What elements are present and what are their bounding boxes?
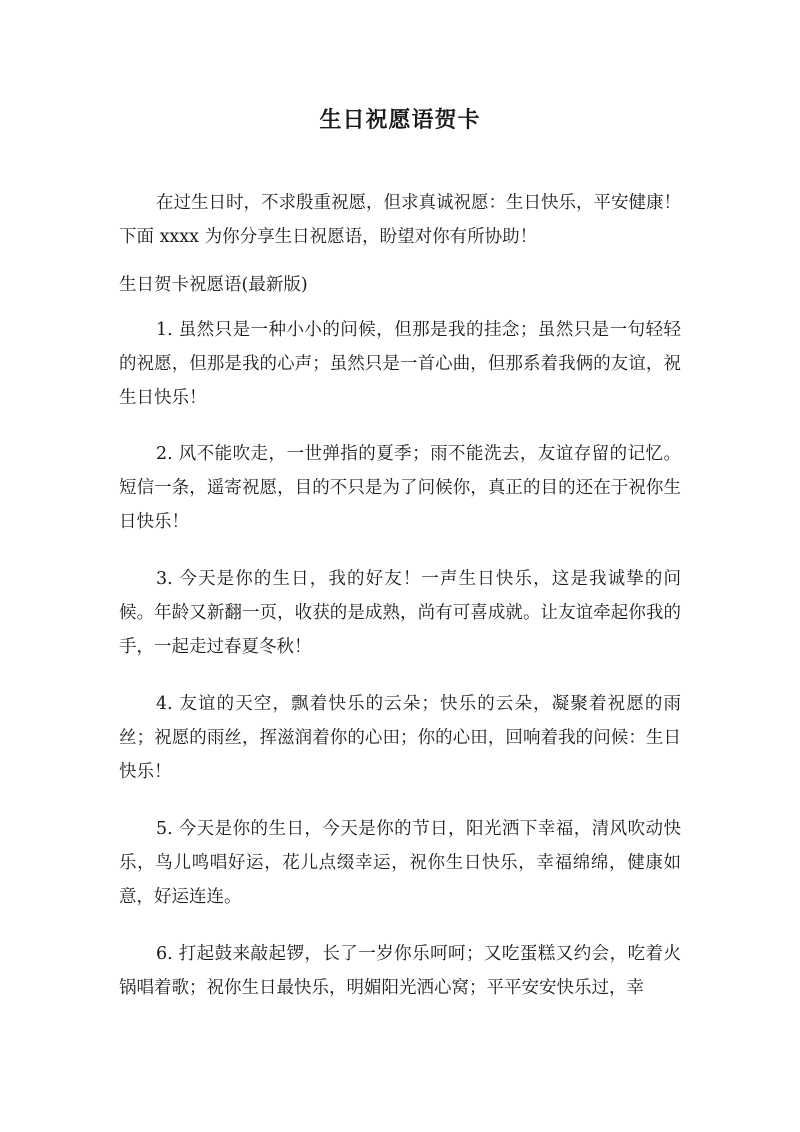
intro-paragraph: 在过生日时，不求殷重祝愿，但求真诚祝愿：生日快乐，平安健康！下面 xxxx 为你分享生日祝愿语，盼望对你有所协助！ xyxy=(119,193,681,247)
wish-item-5: 5. 今天是你的生日，今天是你的节日，阳光洒下幸福，清风吹动快乐，鸟儿鸣唱好运，花儿点缀幸运，祝你生日快乐，幸福绵绵，健康如意，好运连连。 xyxy=(119,819,681,907)
wish-item-3: 3. 今天是你的生日，我的好友！一声生日快乐，这是我诚挚的问候。年龄又新翻一页，收获的是成熟，尚有可喜成就。让友谊牵起你我的手，一起走过春夏冬秋！ xyxy=(119,569,681,657)
wish-item-6: 6. 打起鼓来敲起锣，长了一岁你乐呵呵；又吃蛋糕又约会，吃着火锅唱着歌；祝你生日最快乐，明媚阳光洒心窝；平平安安快乐过，幸 xyxy=(119,944,681,998)
section-heading: 生日贺卡祝愿语(最新版) xyxy=(119,275,308,295)
document-title: 生日祝愿语贺卡 xyxy=(319,107,481,133)
wish-item-1: 1. 虽然只是一种小小的问候，但那是我的挂念；虽然只是一句轻轻的祝愿，但那是我的心声；虽然只是一首心曲，但那系着我俩的友谊，祝生日快乐！ xyxy=(119,320,681,408)
wish-item-4: 4. 友谊的天空，飘着快乐的云朵；快乐的云朵，凝聚着祝愿的雨丝；祝愿的雨丝，挥滋润着你的心田；你的心田，回响着我的问候：生日快乐！ xyxy=(119,694,681,782)
wish-item-2: 2. 风不能吹走，一世弹指的夏季；雨不能洗去，友谊存留的记忆。短信一条，遥寄祝愿，目的不只是为了问候你，真正的目的还在于祝你生日快乐！ xyxy=(119,444,681,532)
